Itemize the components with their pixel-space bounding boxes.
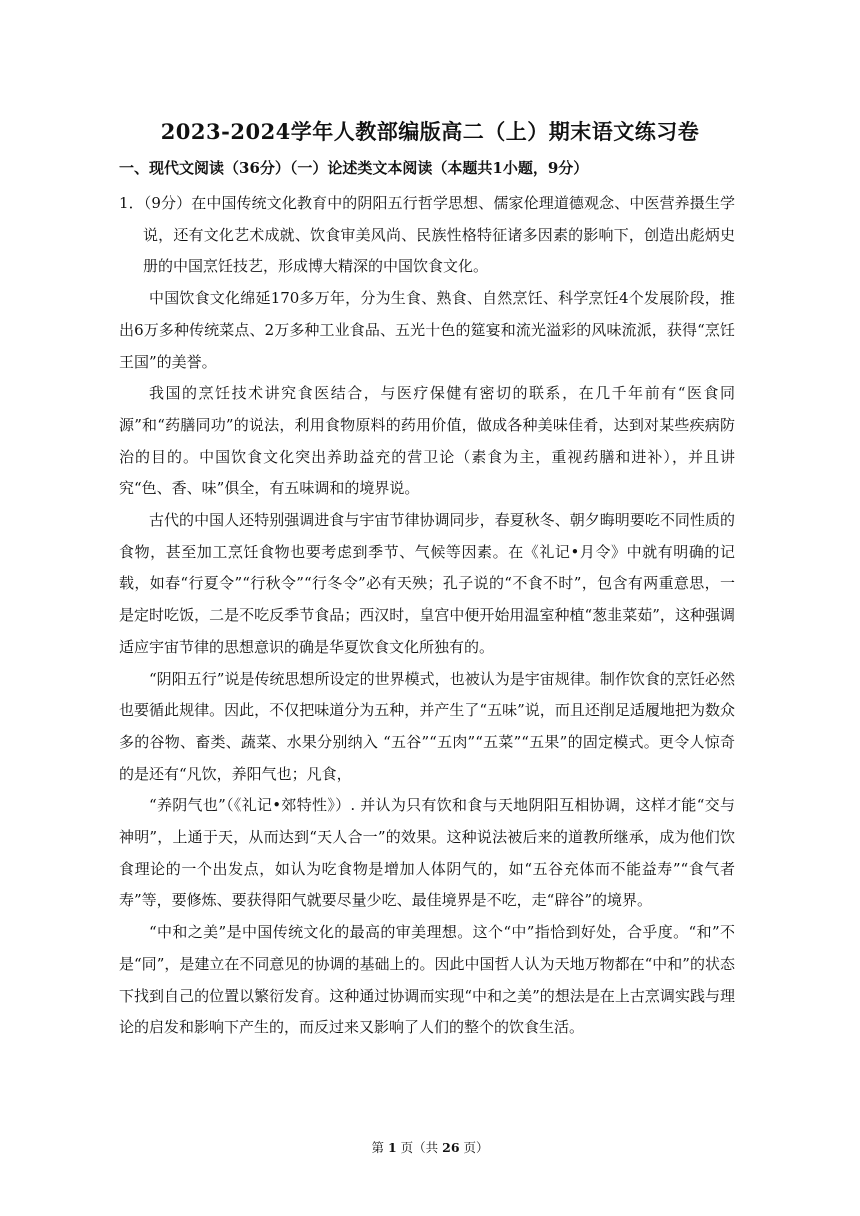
paragraph: “养阴气也”（《礼记•郊特性》）. 并认为只有饮和食与天地阴阳互相协调，这样才能“交与神明”，上通于天，从而达到“天人合一”的效果。这种说法被后来的道教所继承，成为他们饮食理论的一个出发点，如认为吃食物是增加人体阴气的，如“五谷充体而不能益寿”“食气者寿”等，要修炼、要获得阳气就要尽量少吃、最佳境界是不吃，走“辟谷”的境界。	[119, 796, 735, 910]
page-number: 1	[387, 1140, 397, 1155]
paragraph: 中国饮食文化绵延170多万年，分为生食、熟食、自然烹饪、科学烹饪4个发展阶段，推出6万多种传统菜点、2万多种工业食品、五光十色的筵宴和流光溢彩的风味流派，获得“烹饪王国”的美誉。	[119, 289, 735, 371]
paragraph: 我国的烹饪技术讲究食医结合，与医疗保健有密切的联系，在几千年前有“医食同源”和“药膳同功”的说法，利用食物原料的药用价值，做成各种美味佳肴，达到对某些疾病防治的目的。中国饮食文化突出养助益充的营卫论（素食为主，重视药膳和进补），并且讲究“色、香、味”俱全，有五味调和的境界说。	[119, 384, 735, 498]
page-footer	[0, 1138, 860, 1156]
document-body	[119, 188, 735, 1044]
total-pages: 26	[442, 1140, 460, 1155]
section-heading: 一、现代文阅读（36分）（一）论述类文本阅读（本题共1小题，9分）	[119, 159, 589, 177]
footer-prefix: 第	[371, 1140, 384, 1155]
document-title: 2023-2024学年人教部编版高二（上）期末语文练习卷	[160, 119, 700, 144]
paragraph: “中和之美”是中国传统文化的最高的审美理想。这个“中”指恰到好处，合乎度。“和”不是“同”，是建立在不同意见的协调的基础上的。因此中国哲人认为天地万物都在“中和”的状态下找到自己的位置以繁衍发育。这种通过协调而实现“中和之美”的想法是在上古烹调实践与理论的启发和影响下产生的，而反过来又影响了人们的整个的饮食生活。	[119, 923, 735, 1037]
paragraph: “阴阳五行”说是传统思想所设定的世界模式，也被认为是宇宙规律。制作饮食的烹饪必然也要循此规律。因此，不仅把味道分为五种，并产生了“五味”说，而且还削足适履地把为数众多的谷物、畜类、蔬菜、水果分别纳入 “五谷”“五肉”“五菜”“五果”的固定模式。更令人惊奇的是还有“凡饮，养阳气也；凡食，	[119, 669, 735, 783]
question-text: 1．（9分）在中国传统文化教育中的阴阳五行哲学思想、儒家伦理道德观念、中医营养摄生学说，还有文化艺术成就、饮食审美风尚、民族性格特征诸多因素的影响下，创造出彪炳史册的中国烹饪技艺，形成博大精深的中国饮食文化。	[119, 194, 735, 276]
footer-suffix: 页）	[463, 1140, 489, 1155]
footer-middle: 页（共	[400, 1140, 439, 1155]
paragraph: 古代的中国人还特别强调进食与宇宙节律协调同步，春夏秋冬、朝夕晦明要吃不同性质的食物，甚至加工烹饪食物也要考虑到季节、气候等因素。在《礼记•月令》中就有明确的记载，如春“行夏令”“行秋令”“行冬令”必有天殃；孔子说的“不食不时”，包含有两重意思，一是定时吃饭，二是不吃反季节食品；西汉时，皇宫中便开始用温室种植“葱韭菜茹”，这种强调适应宇宙节律的思想意识的确是华夏饮食文化所独有的。	[119, 511, 735, 656]
